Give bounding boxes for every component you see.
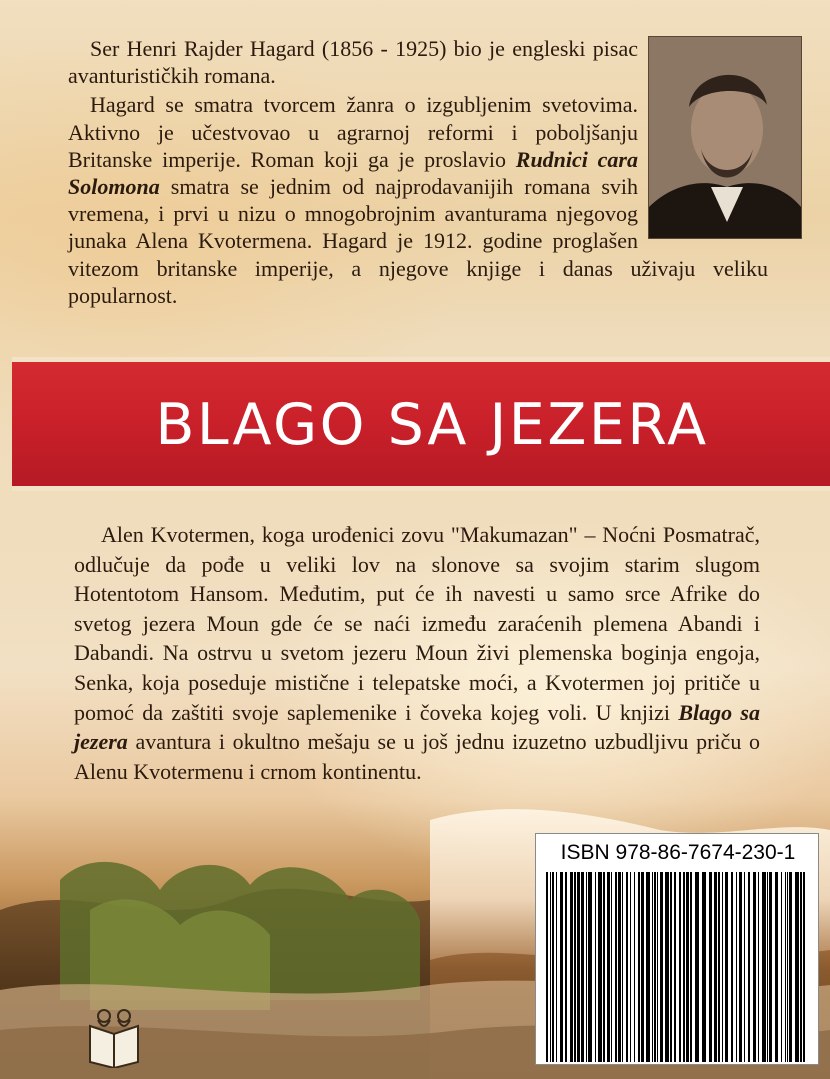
barcode-bar bbox=[622, 872, 623, 1062]
barcode-bar bbox=[577, 872, 580, 1062]
barcode-bar bbox=[718, 872, 720, 1062]
barcode-bar bbox=[736, 872, 737, 1062]
barcode-bar bbox=[795, 872, 799, 1062]
barcode-bar bbox=[787, 872, 788, 1062]
barcode-bar bbox=[744, 872, 745, 1062]
barcode-bar bbox=[654, 872, 656, 1062]
publisher-book-logo-icon bbox=[82, 1006, 146, 1068]
barcode-bar bbox=[607, 872, 610, 1062]
barcode-bar bbox=[753, 872, 756, 1062]
author-portrait bbox=[648, 36, 800, 237]
barcode-bar bbox=[556, 872, 557, 1062]
barcode-bar bbox=[683, 872, 685, 1062]
book-description bbox=[74, 520, 760, 786]
book-title: BLAGO SA JEZERA bbox=[155, 392, 709, 458]
book-title-reference: Rudnici cara Solomona bbox=[68, 146, 638, 200]
barcode-bar bbox=[665, 872, 669, 1062]
barcode-bar bbox=[565, 872, 567, 1062]
barcode-bar bbox=[634, 872, 635, 1062]
barcode-bar bbox=[769, 872, 772, 1062]
barcode-bar bbox=[595, 872, 596, 1062]
bio-paragraph-1: Ser Henri Rajder Hagard (1856 - 1925) bio je engleski pisac avanturističkih romana. bbox=[68, 36, 638, 89]
barcode-bar bbox=[630, 872, 631, 1062]
barcode-bar bbox=[686, 872, 689, 1062]
barcode-bar bbox=[598, 872, 602, 1062]
barcode-bar bbox=[660, 872, 663, 1062]
isbn-number: ISBN 978-86-7674-230-1 bbox=[560, 841, 796, 864]
barcode-bar bbox=[550, 872, 551, 1062]
isbn-barcode bbox=[535, 833, 819, 1065]
barcode-bar bbox=[574, 872, 576, 1062]
barcode-bar bbox=[789, 872, 792, 1062]
barcode-bar bbox=[657, 872, 658, 1062]
portrait-photo bbox=[648, 36, 802, 239]
barcode-bar bbox=[546, 872, 548, 1062]
barcode-bar bbox=[725, 872, 728, 1062]
barcode-bar bbox=[775, 872, 778, 1062]
barcode-bar bbox=[690, 872, 692, 1062]
barcode-bar bbox=[695, 872, 699, 1062]
barcode-bar bbox=[618, 872, 621, 1062]
barcode-bar bbox=[739, 872, 742, 1062]
barcode-bar bbox=[781, 872, 782, 1062]
barcode-bar bbox=[709, 872, 712, 1062]
barcode-bar bbox=[748, 872, 750, 1062]
barcode-bar bbox=[702, 872, 706, 1062]
barcode-bar bbox=[560, 872, 563, 1062]
barcode-bar bbox=[803, 872, 805, 1062]
barcode-bar bbox=[800, 872, 802, 1062]
barcode-bar bbox=[762, 872, 766, 1062]
barcode-bar bbox=[626, 872, 628, 1062]
barcode-bar bbox=[603, 872, 605, 1062]
barcode-bar bbox=[552, 872, 554, 1062]
barcode-bar bbox=[588, 872, 592, 1062]
barcode-bar bbox=[674, 872, 676, 1062]
barcode-bar bbox=[670, 872, 672, 1062]
barcode-graphic bbox=[546, 872, 808, 1062]
barcode-bar bbox=[646, 872, 650, 1062]
barcode-bar bbox=[586, 872, 587, 1062]
description-paragraph: Alen Kvotermen, koga urođenici zovu "Makumazan" – Noćni Posmatrač, odlučuje da pođe u veliki lov na slonove sa svojim starim slugom Hotentotom Hansom. Međutim, put će ih navesti u samo srce Afrike do svetog jezera Moun gde će se naći između zaraćenih plemena Abandi i Dabandi. Na ostrvu u svetom jezeru Moun živi plemenska boginja engoja, Senka, koja poseduje mistične i telepatske moći, a Kvotermen joj pritiče u pomoć da zaštiti svoje saplemenike i čoveka kojeg voli. U knjizi Blago sa jezera avantura i okultno mešaju se u još jednu izuzetno uzbudljivu priču o Alenu Kvotermenu i crnom kontinentu. bbox=[74, 522, 760, 784]
title-banner bbox=[12, 357, 830, 491]
barcode-bar bbox=[570, 872, 573, 1062]
barcode-bar bbox=[679, 872, 681, 1062]
barcode-bar bbox=[581, 872, 584, 1062]
barcode-bar bbox=[638, 872, 640, 1062]
barcode-bar bbox=[731, 872, 733, 1062]
barcode-bar bbox=[652, 872, 653, 1062]
barcode-bar bbox=[714, 872, 717, 1062]
barcode-bar bbox=[758, 872, 759, 1062]
book-title-inline: Blago sa jezera bbox=[74, 699, 760, 755]
bio-paragraph-2: Hagard se smatra tvorcem žanra o izgubljenim svetovima. Aktivno je učestvovao u agrarnoj reformi i poboljšanju Britanske imperije. Roman koji ga je proslavio Rudnici cara Solomona smatra se jednim od najprodavanijih romana svih vremena, i prvi u nizu o mnogobrojnim avanturama njegovog junaka Alena Kvotermena. Hagard je 1912. godine proglašen vitezom britanske imperije, a njegove knjige i danas uživaju veliku popularnost. bbox=[68, 92, 768, 308]
barcode-bar bbox=[611, 872, 612, 1062]
barcode-bar bbox=[615, 872, 617, 1062]
barcode-bar bbox=[641, 872, 644, 1062]
barcode-bar bbox=[722, 872, 723, 1062]
barcode-bar bbox=[785, 872, 786, 1062]
barcode-bar bbox=[767, 872, 768, 1062]
author-biography bbox=[68, 35, 768, 309]
